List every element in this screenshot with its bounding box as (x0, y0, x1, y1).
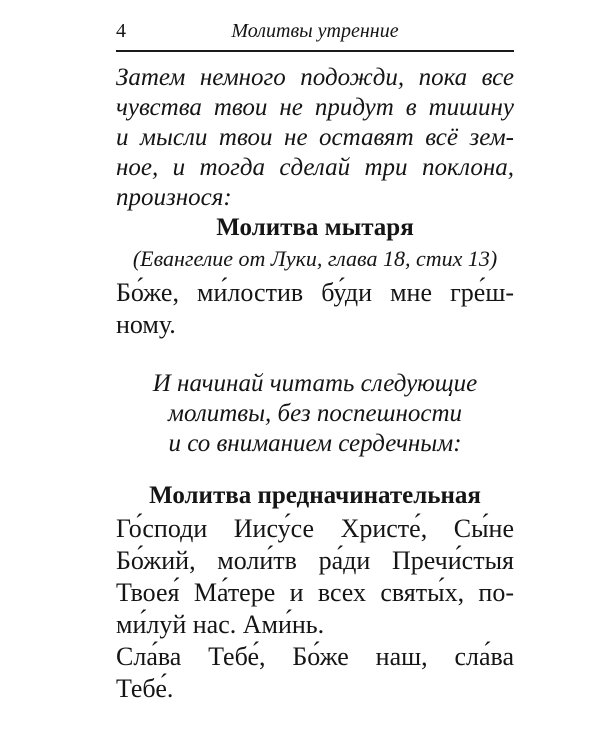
instruction-line: и со вниманием сердечным: (168, 430, 462, 457)
prayer-line: Бо́же, ми́лостив бу́ди мне гре́ш- (116, 278, 514, 307)
prayer-line: Твоея́ Ма́тере и всех святы́х, по- (116, 578, 514, 607)
prayer-line: Сла́ва Тебе́, Бо́же наш, сла́ва (116, 642, 514, 671)
prayer-line: Бо́жий, моли́тв ра́ди Пречи́стыя (116, 546, 514, 575)
intro-line: Затем немного подожди, пока все (116, 64, 514, 91)
instruction-line: молитвы, без поспешности (167, 400, 463, 427)
prayer-line: Го́споди Иису́се Христе́, Сы́не (116, 514, 514, 543)
prayer-title: Молитва предначинательная (149, 482, 481, 509)
prayer-line: Тебе́. (116, 674, 174, 703)
page-header (116, 20, 514, 44)
header-rule (116, 50, 514, 52)
prayer-line: ному. (116, 310, 176, 339)
page-number: 4 (116, 20, 126, 42)
running-title: Молитвы утренние (231, 20, 399, 42)
intro-line: и мысли твои не оставят всё зем- (116, 124, 514, 151)
intro-line: произнося: (116, 184, 232, 211)
instruction-line: И начинай читать следующие (152, 370, 478, 397)
prayer-line: ми́луй нас. Ами́нь. (116, 610, 325, 639)
scripture-reference: (Евангелие от Луки, глава 18, стих 13) (132, 246, 498, 271)
intro-line: ное, и тогда сделай три поклона, (116, 154, 514, 181)
prayer-title: Молитва мытаря (216, 214, 414, 241)
intro-line: чувства твои не придут в тишину (116, 94, 514, 121)
